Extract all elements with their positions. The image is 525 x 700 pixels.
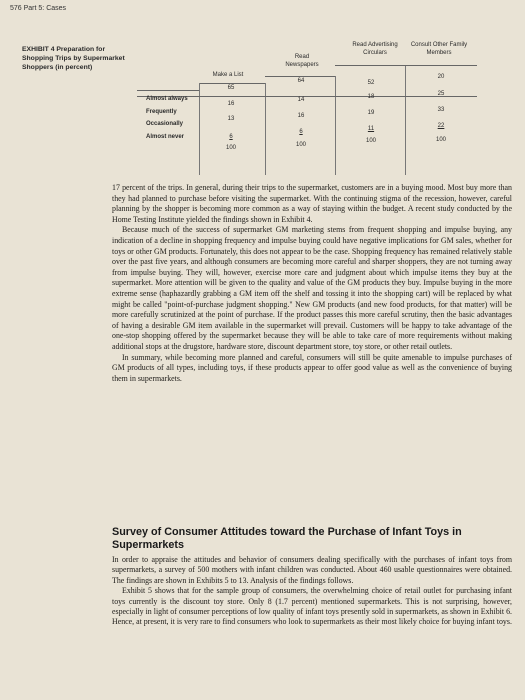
table-rule: [199, 83, 265, 84]
exhibit-table: [137, 38, 509, 166]
exhibit-caption: [22, 45, 134, 73]
table-rule: [335, 65, 405, 66]
table-rule: [265, 76, 335, 77]
table-cell: 14: [297, 97, 305, 103]
column-divider: [335, 76, 336, 175]
row-label: Occasionally: [146, 121, 184, 127]
table-cell: 33: [437, 107, 445, 113]
table-cell: 6: [229, 134, 233, 140]
column-header-make-a-list: Make a List: [212, 72, 244, 78]
table-cell: 6: [299, 129, 303, 135]
table-cell: 16: [297, 113, 305, 119]
table-rule: [405, 65, 477, 66]
column-header-consult-family: Consult Other Family Members: [410, 42, 468, 56]
table-total: 100: [225, 145, 236, 151]
exhibit-subtitle: Preparation for Shopping Trips by Supermarket Shoppers (in percent): [22, 46, 125, 72]
table-rule: [137, 90, 199, 91]
row-label: Almost never: [146, 134, 185, 140]
table-cell: 18: [367, 94, 375, 100]
paragraph: Because much of the success of supermarket GM marketing stems from frequent shopping and impulse buying, any indication of a decline in shopping frequency and impulse buying could have negative implications for GM sales, whether for toys or other GM products. Fortunately, this does not appear to be the case. Shopping frequency has remained relatively stable over the past five years, and although consumers are becoming more careful and sharper shoppers, they are not turning away from impulse buying. They will, however, exercise more care and judgment about which impulse items they buy at the supermarket. More attention will be given to the quality and value of the GM products they buy. Impulse buying in the more extreme sense (haphazardly grabbing a GM item off the shelf and tossing it into the shopping cart) will be replaced by what might be called "point-of-purchase judgment shopping." New GM products (and new food products, for that matter) will be more carefully scrutinized at the point of purchase. If the product passes this more careful scrutiny, then the basic advantages of having a desirable GM item available in the supermarket will prevail. Customers will be happy to take advantage of the one-stop shopping offered by the supermarket because they will be able to take care of more requirements without making additional stops at the drugstore, hardware store, discount department store, toy store, or other retail outlets.: [112, 225, 512, 351]
paragraph: In summary, while becoming more planned and careful, consumers will still be quite amenable to impulse purchases of GM products of all types, including toys, if these products appear to offer good value as well as the convenience of buying them in supermarkets.: [112, 352, 512, 383]
column-divider: [405, 65, 406, 175]
exhibit-title: EXHIBIT 4: [22, 46, 55, 53]
paragraph: In order to appraise the attitudes and behavior of consumers dealing specifically with the purchases of infant toys from supermarkets, a survey of 500 mothers with infant children was conducted. About 460 usable questionnaires were obtained. The findings are shown in Exhibits 5 to 13. Analysis of the findings follows.: [112, 555, 512, 585]
table-cell: 11: [367, 126, 375, 132]
table-cell: 65: [227, 85, 235, 91]
section-body: [112, 555, 512, 628]
row-label: Frequently: [146, 109, 177, 115]
table-cell: 25: [437, 91, 445, 97]
paragraph: Exhibit 5 shows that for the sample group of consumers, the overwhelming choice of retail outlet for purchasing infant toys currently is the discount toy store. Only 8 (1.7 percent) mentioned supermarkets. This is not surprising, however, especially in light of consumer perceptions of low quality of infant toys presently sold in supermarkets, as shown in Exhibit 6. Hence, at present, it is very rare to find consumers who look to supermarkets as their most likely choice for buying infant toys.: [112, 586, 512, 627]
table-cell: 22: [437, 123, 445, 129]
column-header-read-advertising-circulars: Read Advertising Circulars: [352, 42, 398, 56]
body-text: [112, 183, 512, 384]
table-total: 100: [295, 142, 306, 148]
table-cell: 19: [367, 110, 375, 116]
paragraph: 17 percent of the trips. In general, during their trips to the supermarket, customers are in a buying mood. Most buy more than they had planned to purchase before visiting the supermarket. With the continuing stigma of the recession, however, careful planning by the shopper is becoming more common as a way of staying within the budget. A recent study conducted by the Home Testing Institute yielded the findings shown in Exhibit 4.: [112, 183, 512, 224]
column-header-read-newspapers: Read Newspapers: [285, 54, 319, 68]
table-cell: 20: [437, 74, 445, 80]
table-cell: 52: [367, 80, 375, 86]
table-cell: 13: [227, 116, 235, 122]
page-header: 576 Part 5: Cases: [10, 5, 67, 12]
row-label: Almost always: [146, 96, 188, 102]
section-heading: Survey of Consumer Attitudes toward the Purchase of Infant Toys in Supermarkets: [112, 526, 462, 551]
table-cell: 64: [297, 78, 305, 84]
table-total: 100: [365, 138, 376, 144]
table-total: 100: [435, 137, 446, 143]
table-cell: 16: [227, 101, 235, 107]
